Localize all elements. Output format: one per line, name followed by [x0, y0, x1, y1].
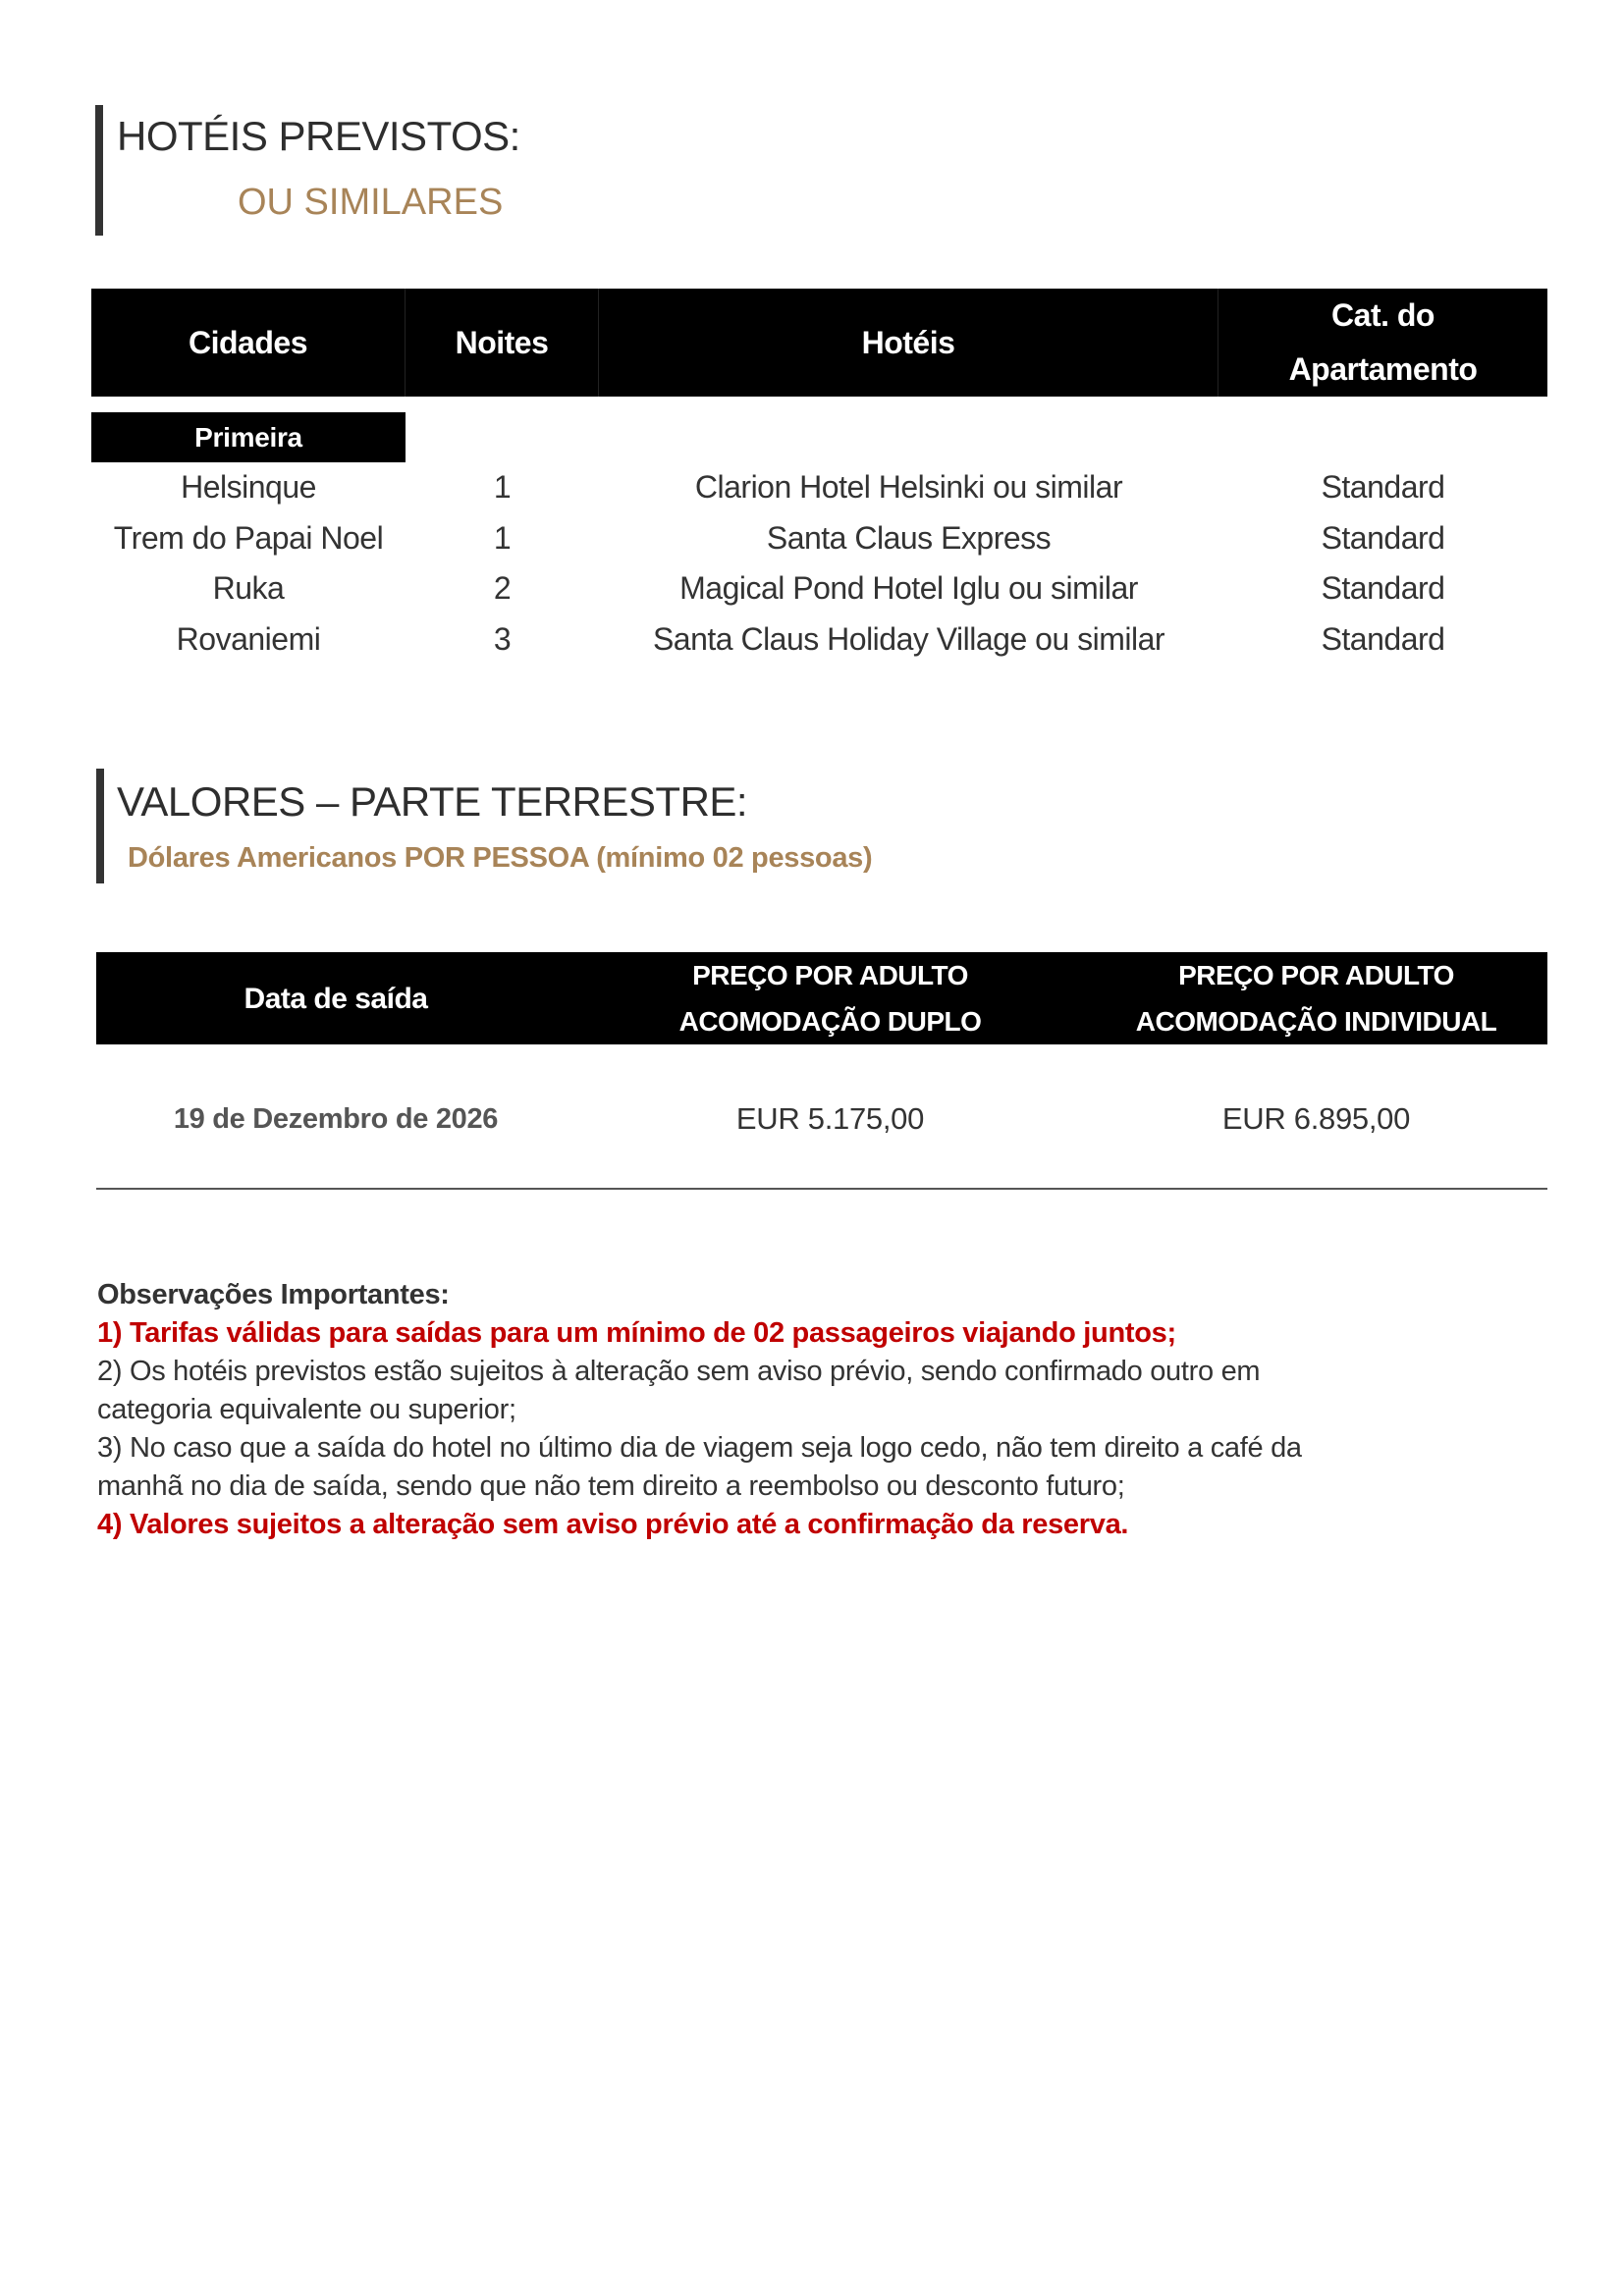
hotel-cell: Magical Pond Hotel Iglu ou similar [679, 570, 1138, 607]
notes-title: Observações Importantes: [97, 1279, 450, 1310]
table-row [91, 563, 1547, 614]
category-cell: Standard [1321, 570, 1445, 607]
table-row [91, 462, 1547, 513]
section-accent-bar [95, 105, 103, 236]
city-cell: Ruka [212, 570, 285, 607]
note-item: 2) Os hotéis previstos estão sujeitos à alteração sem aviso prévio, sendo confirmado outro em categoria equivalente ou superior; [97, 1356, 1261, 1425]
column-header-price-single [1085, 952, 1547, 1044]
note-item: 4) Valores sujeitos a alteração sem aviso prévio até a confirmação da reserva. [97, 1509, 1129, 1540]
nights-cell: 1 [493, 469, 512, 506]
city-cell: Trem do Papai Noel [113, 519, 384, 556]
nights-cell: 1 [493, 519, 512, 556]
departure-date-cell: 19 de Dezembro de 2026 [173, 1102, 499, 1135]
column-header-nights: Noites [406, 289, 599, 397]
note-item: 3) No caso que a saída do hotel no último dia de viagem seja logo cedo, não tem direito a café da manhã no dia de saída, sendo que não tem direito a reembolso ou desconto futuro; [97, 1432, 1302, 1502]
hotels-table-body [91, 462, 1547, 665]
nights-cell: 2 [493, 570, 512, 607]
column-header-cities: Cidades [91, 289, 406, 397]
column-header-price-single-line-2: ACOMODAÇÃO INDIVIDUAL [1135, 1006, 1497, 1037]
category-cell: Standard [1321, 519, 1445, 556]
column-header-price-double-line-2: ACOMODAÇÃO DUPLO [678, 1006, 982, 1037]
column-header-room-category-line-1: Cat. do [1331, 297, 1435, 333]
column-header-departure-date [96, 952, 575, 1044]
nights-cell: 3 [493, 620, 512, 657]
column-header-departure-date-label: Data de saída [244, 982, 428, 1015]
note-item: 1) Tarifas válidas para saídas para um mínimo de 02 passageiros viajando juntos; [97, 1317, 1176, 1349]
table-row [91, 614, 1547, 666]
important-notes [97, 1276, 1472, 1544]
prices-table-header [96, 952, 1547, 1044]
city-cell: Helsinque [181, 469, 316, 506]
hotel-cell: Santa Claus Express [766, 519, 1052, 556]
hotels-table-header [91, 289, 1547, 397]
table-row [91, 513, 1547, 564]
hotels-section-subtitle: OU SIMILARES [238, 182, 504, 223]
table-bottom-rule [96, 1188, 1547, 1190]
table-row [96, 1080, 1547, 1158]
hotels-section-title: HOTÉIS PREVISTOS: [117, 113, 520, 159]
section-accent-bar [96, 769, 104, 883]
column-header-price-double-line-1: PREÇO POR ADULTO [692, 960, 968, 990]
hotel-cell: Clarion Hotel Helsinki ou similar [694, 469, 1123, 506]
price-single-cell: EUR 6.895,00 [1221, 1101, 1411, 1136]
category-cell: Standard [1321, 620, 1445, 657]
column-header-price-single-line-1: PREÇO POR ADULTO [1178, 960, 1454, 990]
hotel-category-group-label: Primeira [91, 412, 406, 462]
prices-section-subtitle: Dólares Americanos POR PESSOA (mínimo 02 pessoas) [128, 842, 873, 874]
hotel-cell: Santa Claus Holiday Village ou similar [652, 620, 1165, 657]
column-header-price-double [575, 952, 1085, 1044]
city-cell: Rovaniemi [176, 620, 321, 657]
column-header-room-category [1218, 289, 1547, 397]
column-header-hotels: Hotéis [599, 289, 1218, 397]
column-header-room-category-line-2: Apartamento [1288, 351, 1478, 387]
prices-section-title: VALORES – PARTE TERRESTRE: [117, 778, 748, 825]
category-cell: Standard [1321, 469, 1445, 506]
price-double-cell: EUR 5.175,00 [735, 1101, 925, 1136]
